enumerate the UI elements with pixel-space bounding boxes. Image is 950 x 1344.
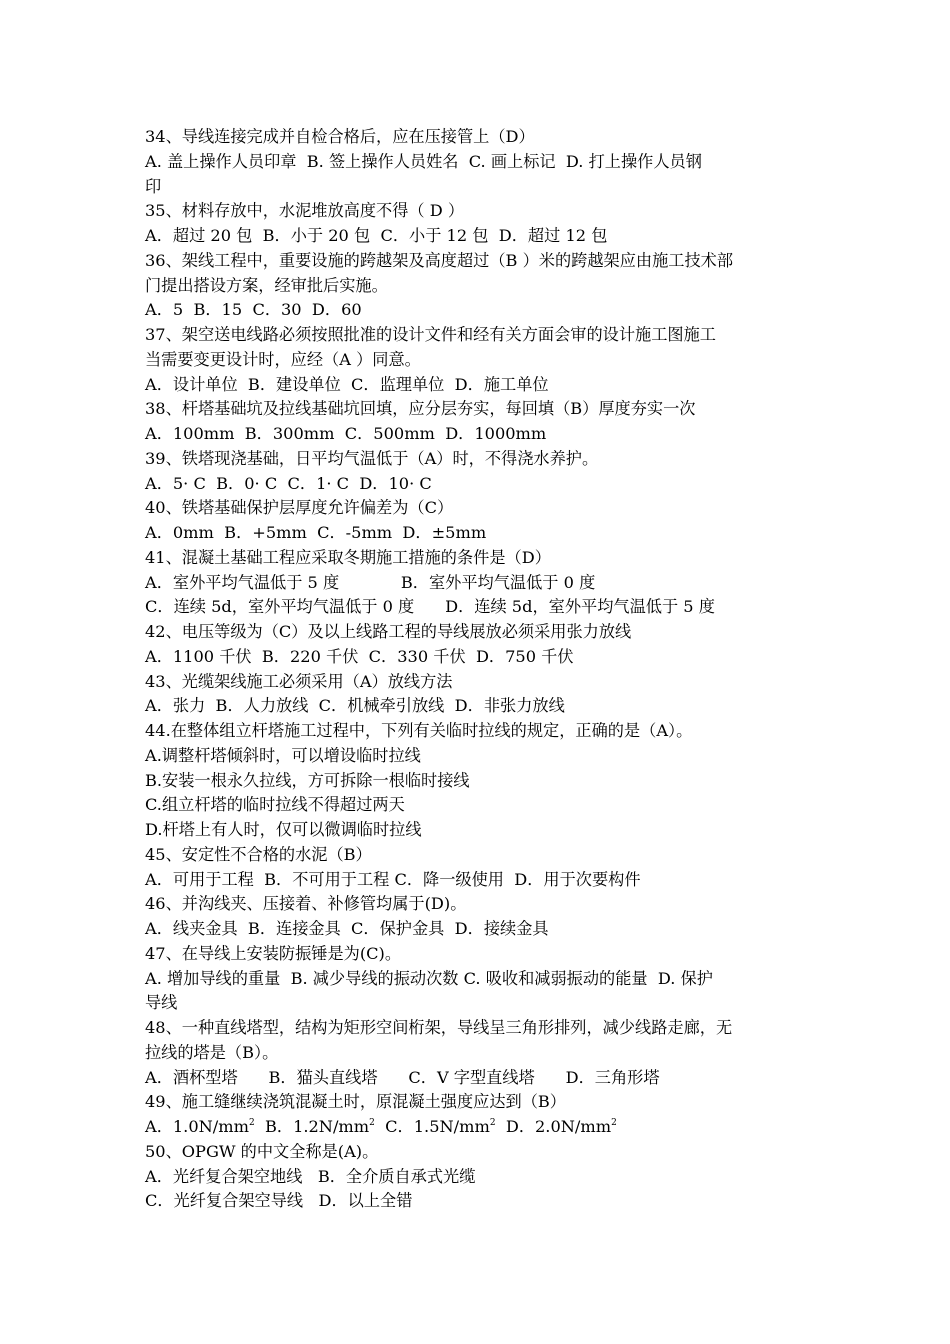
- text-line: 37、架空送电线路必须按照批准的设计文件和经有关方面会审的设计施工图施工: [145, 325, 716, 344]
- q49-option-b: B．1.2N/mm: [264, 1117, 370, 1136]
- text-line: A．1100 千伏 B．220 千伏 C．330 千伏 D．750 千伏: [145, 646, 574, 666]
- question-list: [145, 125, 810, 1214]
- text-line: A．0mm B．+5mm C．-5mm D．±5mm: [145, 523, 487, 542]
- text-line: D.杆塔上有人时，仅可以微调临时拉线: [145, 820, 422, 839]
- text-line: A．张力 B．人力放线 C．机械牵引放线 D．非张力放线: [145, 696, 565, 716]
- q49-option-d: D．2.0N/mm: [505, 1117, 612, 1136]
- text-line: A．室外平均气温低于 5 度 B．室外平均气温低于 0 度: [145, 572, 596, 592]
- superscript: 2: [248, 1118, 255, 1128]
- text-line: 43、光缆架线施工必须采用（A）放线方法: [145, 671, 453, 691]
- text-line: A．可用于工程 B．不可用于工程 C．降一级使用 D．用于次要构件: [145, 869, 641, 889]
- text-line: A．100mm B．300mm C．500mm D．1000mm: [145, 424, 547, 443]
- text-line: 50、OPGW 的中文全称是(A)。: [145, 1141, 379, 1161]
- superscript: 2: [611, 1118, 617, 1128]
- text-line: 40、铁塔基础保护层厚度允许偏差为（C）: [145, 498, 454, 518]
- text-line: 34、导线连接完成并自检合格后，应在压接管上（D）: [145, 127, 535, 146]
- text-line: A．酒杯型塔 B．猫头直线塔 C．V 字型直线塔 D．三角形塔: [145, 1067, 660, 1087]
- text-line: 35、材料存放中，水泥堆放高度不得（ D ）: [145, 201, 465, 221]
- text-line: A.调整杆塔倾斜时，可以增设临时拉线: [145, 745, 421, 765]
- superscript: 2: [489, 1118, 496, 1128]
- text-line: 49、施工缝继续浇筑混凝土时，原混凝土强度应达到（B）: [145, 1092, 566, 1112]
- text-line: A. 盖上操作人员印章 B. 签上操作人员姓名 C. 画上标记 D. 打上操作人员钢: [145, 151, 702, 171]
- text-line: 导线: [145, 993, 178, 1013]
- text-line: C．连续 5d，室外平均气温低于 0 度 D．连续 5d，室外平均气温低于 5 度: [145, 597, 715, 617]
- text-line: A．5 B．15 C．30 D．60: [145, 300, 362, 320]
- text-line: A．线夹金具 B．连接金具 C．保护金具 D．接续金具: [145, 919, 549, 938]
- text-line: 42、电压等级为（C）及以上线路工程的导线展放必须采用张力放线: [145, 622, 632, 641]
- superscript: 2: [369, 1118, 375, 1128]
- text-line: 拉线的塔是（B）。: [145, 1042, 279, 1062]
- text-line: C．光纤复合架空导线 D．以上全错: [145, 1191, 413, 1211]
- text-line: 46、并沟线夹、压接着、补修管均属于(D)。: [145, 894, 467, 914]
- text-line: 48、一种直线塔型，结构为矩形空间桁架，导线呈三角形排列，减少线路走廊，无: [145, 1018, 733, 1037]
- text-line: C.组立杆塔的临时拉线不得超过两天: [145, 795, 405, 815]
- text-line: 当需要变更设计时，应经（A ）同意。: [145, 349, 421, 369]
- text-line: 36、架线工程中，重要设施的跨越架及高度超过（B ）米的跨越架应由施工技术部: [145, 250, 734, 270]
- text-line: 39、铁塔现浇基础，日平均气温低于（A）时，不得浇水养护。: [145, 448, 599, 468]
- text-line: 47、在导线上安装防振锤是为(C)。: [145, 943, 402, 963]
- q49-option-a: A．1.0N/mm: [145, 1117, 249, 1136]
- text-line: A．5· C B．0· C C．1· C D．10· C: [145, 473, 432, 493]
- text-line: 38、杆塔基础坑及拉线基础坑回填，应分层夯实，每回填（B）厚度夯实一次: [145, 399, 696, 419]
- text-line: A. 增加导线的重量 B. 减少导线的振动次数 C. 吸收和减弱振动的能量 D. 保护: [145, 968, 713, 988]
- text-line: A．超过 20 包 B．小于 20 包 C．小于 12 包 D．超过 12 包: [145, 226, 608, 245]
- text-line: A．设计单位 B．建设单位 C．监理单位 D．施工单位: [145, 374, 549, 394]
- text-line: 45、安定性不合格的水泥（B）: [145, 844, 372, 864]
- text-line: 44.在整体组立杆塔施工过程中，下列有关临时拉线的规定，正确的是（A）。: [145, 721, 693, 740]
- q49-options-line: [145, 1115, 810, 1140]
- text-line: A．光纤复合架空地线 B．全介质自承式光缆: [145, 1166, 476, 1186]
- text-line: 印: [145, 176, 162, 196]
- text-line: B.安装一根永久拉线，方可拆除一根临时接线: [145, 770, 470, 790]
- text-line: 门提出搭设方案，经审批后实施。: [145, 275, 388, 295]
- text-line: 41、混凝土基础工程应采取冬期施工措施的条件是（D）: [145, 547, 551, 567]
- q49-option-c: C．1.5N/mm: [385, 1117, 490, 1136]
